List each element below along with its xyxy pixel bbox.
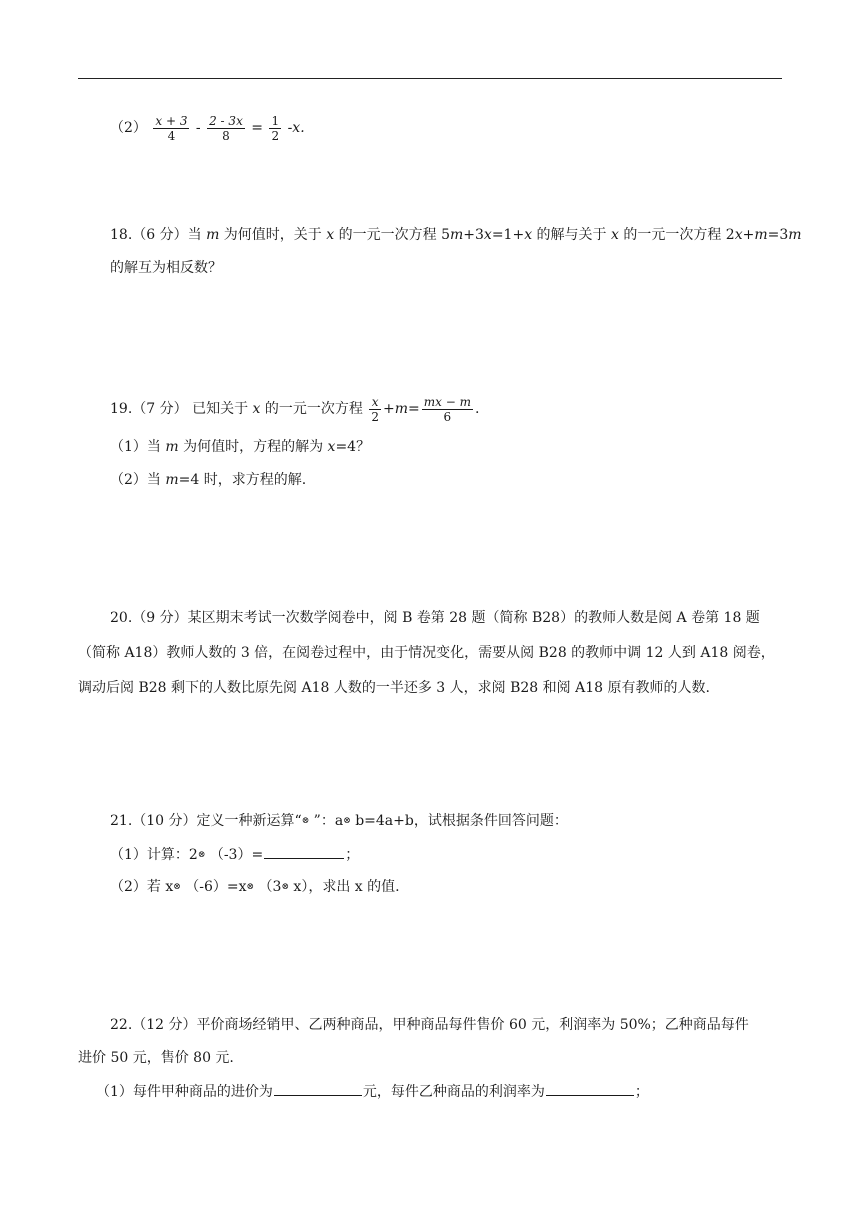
answer-blank[interactable] — [546, 1081, 634, 1096]
q19-part1: （1）当 m 为何值时，方程的解为 x=4？ — [110, 439, 371, 455]
q21-part2: （2）若 x⊗ （-6）=x⊗ （3⊗ x），求出 x 的值. — [110, 879, 400, 895]
q20-line-1: 20.（9 分）某区期末考试一次数学阅卷中，阅 B 卷第 28 题（简称 B28）的教师人数是阅 A 卷第 18 题 — [110, 610, 760, 626]
fraction-3: $\frac{1}{2}$ — [271, 113, 280, 143]
q21-stem: 21.（10 分）定义一种新运算“⊗ ”：a⊗ b=4a+b，试根据条件回答问题： — [110, 813, 568, 829]
q19-stem: 19.（7 分） 已知关于 x 的一元一次方程 $\frac{x}{2}$ +m= $\frac{mx - m}{6}$ . — [110, 394, 480, 424]
q18-line-2: 的解互为相反数？ — [110, 260, 222, 276]
q19-part2: （2）当 m=4 时，求方程的解. — [110, 472, 307, 488]
part-label: （2） — [110, 120, 147, 136]
q17-part2: （2） $\frac{x + 3}{4}$ - $\frac{2 - 3x}{8}$ = $\frac{1}{2}$ -x. — [110, 113, 305, 143]
otimes-icon: ⊗ — [281, 882, 289, 892]
fraction-x-over-2: $\frac{x}{2}$ — [371, 394, 379, 424]
fraction-2: $\frac{2 - 3x}{8}$ — [209, 113, 243, 143]
q18-line-1: 18.（6 分）当 m 为何值时，关于 x 的一元一次方程 5m+3x=1+x 的解与关于 x 的一元一次方程 2x+m=3m — [110, 227, 802, 243]
q21-part1: （1）计算：2⊗ （-3）= ； — [110, 844, 359, 865]
otimes-icon: ⊗ — [301, 816, 310, 826]
fraction-mx-m-over-6: $\frac{mx - m}{6}$ — [423, 394, 471, 424]
fraction-1: $\frac{x + 3}{4}$ — [155, 113, 188, 143]
answer-blank[interactable] — [264, 844, 344, 859]
q22-line-1: 22.（12 分）平价商场经销甲、乙两种商品，甲种商品每件售价 60 元，利润率为 50%；乙种商品每件 — [110, 1017, 749, 1033]
answer-blank[interactable] — [274, 1081, 362, 1096]
q22-line-2: 进价 50 元，售价 80 元. — [78, 1050, 234, 1066]
header-rule — [78, 78, 782, 79]
q20-line-3: 调动后阅 B28 剩下的人数比原先阅 A18 人数的一半还多 3 人，求阅 B28 和阅 A18 原有教师的人数. — [78, 680, 710, 696]
otimes-icon: ⊗ — [197, 850, 206, 860]
q22-part1: （1）每件甲种商品的进价为 元，每件乙种商品的利润率为 ； — [96, 1081, 649, 1102]
otimes-icon: ⊗ — [246, 882, 255, 892]
otimes-icon: ⊗ — [343, 816, 351, 826]
otimes-icon: ⊗ — [173, 882, 181, 892]
q20-line-2: （简称 A18）教师人数的 3 倍，在阅卷过程中，由于情况变化，需要从阅 B28 的教师中调 12 人到 A18 阅卷， — [78, 645, 775, 661]
